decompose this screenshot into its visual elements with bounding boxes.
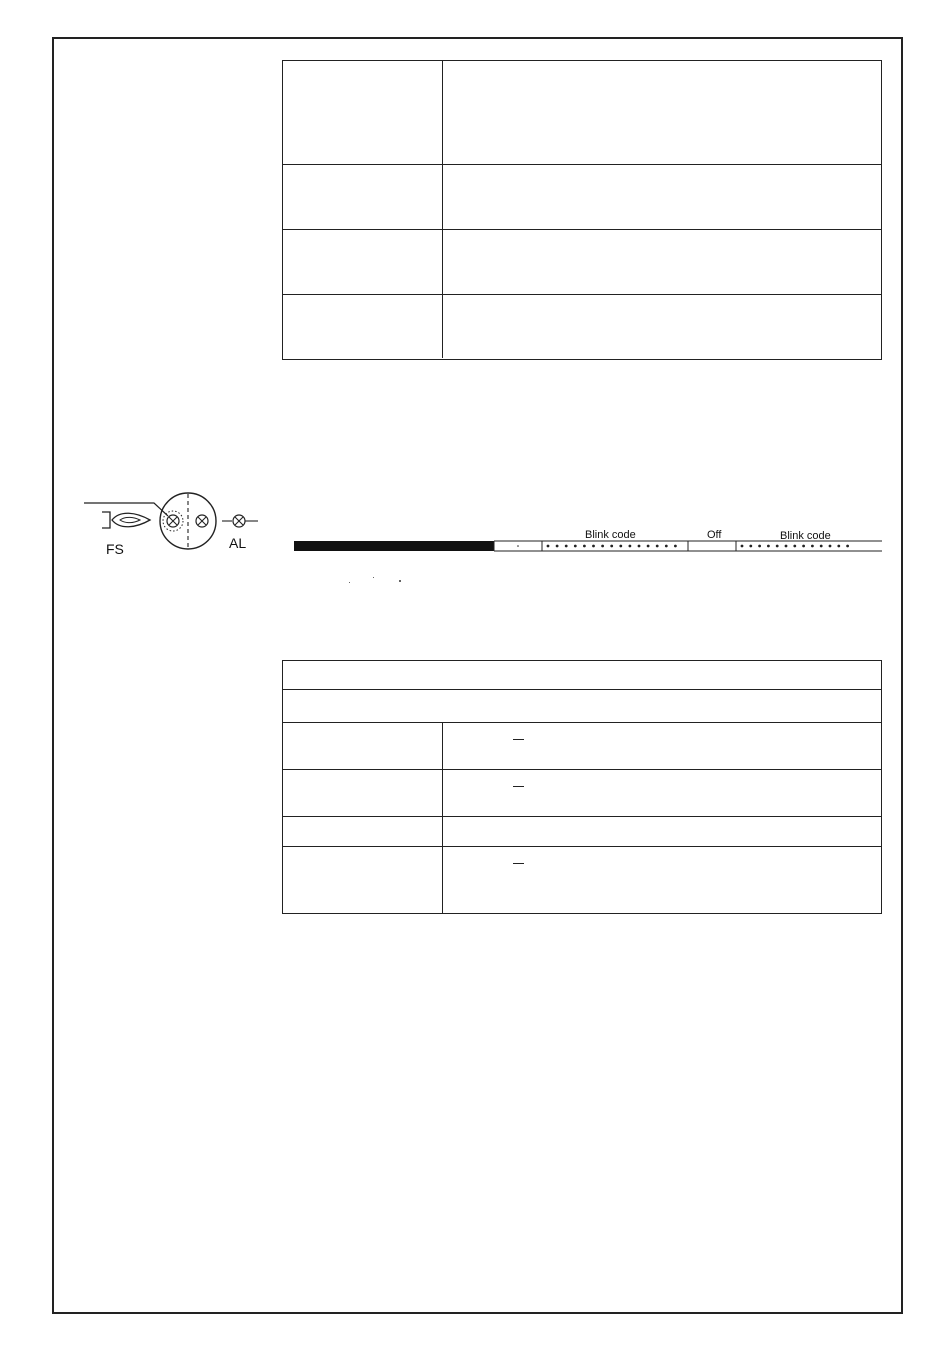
blink-dot	[647, 545, 650, 548]
table-row	[283, 846, 881, 913]
table-header-row	[283, 661, 881, 689]
table-cell	[443, 723, 881, 769]
blink-dot	[846, 545, 849, 548]
table-cell	[443, 165, 881, 229]
table-row	[283, 164, 881, 229]
table-cell	[443, 847, 881, 913]
blink-dot	[820, 545, 823, 548]
table-row	[283, 294, 881, 358]
blink-dot	[583, 545, 586, 548]
table-row	[283, 722, 881, 769]
blink-dot	[629, 545, 632, 548]
blink-dot	[785, 545, 788, 548]
table-cell	[443, 295, 881, 358]
table-cell	[283, 817, 443, 846]
blink-dot	[758, 545, 761, 548]
alarm-lamp-icon	[222, 515, 258, 527]
table-row	[283, 816, 881, 846]
blink-code-label: Blink code	[585, 529, 636, 541]
blink-dot	[547, 545, 550, 548]
top-table	[282, 60, 882, 360]
blink-code-dots	[547, 545, 677, 548]
table-cell	[283, 295, 443, 358]
table-cell	[283, 61, 443, 164]
scan-speck	[373, 577, 374, 578]
flame-sensor-label: FS	[106, 541, 124, 557]
table-cell	[443, 61, 881, 164]
table-cell	[283, 847, 443, 913]
blink-dot	[610, 545, 613, 548]
table-header-cell	[283, 661, 881, 689]
blink-dot	[811, 545, 814, 548]
lamp-icon	[196, 515, 208, 527]
blink-dot	[674, 545, 677, 548]
scan-speck	[349, 582, 350, 583]
table-row	[283, 229, 881, 294]
blink-dot	[574, 545, 577, 548]
blink-dot	[601, 545, 604, 548]
table-row	[283, 61, 881, 164]
off-label: Off	[707, 529, 722, 541]
table-cell	[283, 723, 443, 769]
blink-code-label: Blink code	[780, 530, 831, 542]
table-header-row	[283, 689, 881, 722]
blink-dot	[556, 545, 559, 548]
scan-speck	[399, 580, 401, 582]
flame-sensor-icon	[163, 511, 183, 531]
blink-dot	[665, 545, 668, 548]
table-cell	[283, 230, 443, 294]
dash-mark	[513, 863, 524, 864]
table-cell	[443, 770, 881, 816]
table-header-cell	[283, 690, 881, 722]
blink-dot	[776, 545, 779, 548]
blink-dot	[741, 545, 744, 548]
dash-mark	[513, 786, 524, 787]
flame-icon	[102, 512, 150, 528]
blink-dot	[638, 545, 641, 548]
table-cell	[443, 817, 881, 846]
blink-dot	[802, 545, 805, 548]
table-cell	[283, 770, 443, 816]
blink-dot	[592, 545, 595, 548]
blink-dot	[793, 545, 796, 548]
flame-sensor-symbol	[80, 490, 270, 570]
blink-dot	[829, 545, 832, 548]
blink-dot	[837, 545, 840, 548]
blink-code-dots	[741, 545, 849, 548]
blink-dot	[749, 545, 752, 548]
table-cell	[283, 165, 443, 229]
bottom-table	[282, 660, 882, 914]
table-row	[283, 769, 881, 816]
alarm-label: AL	[229, 535, 247, 551]
blink-dot	[767, 545, 770, 548]
blink-dot	[565, 545, 568, 548]
dash-mark	[513, 739, 524, 740]
steady-on-bar	[294, 541, 494, 551]
blink-dot	[619, 545, 622, 548]
blink-dot	[656, 545, 659, 548]
table-cell	[443, 230, 881, 294]
